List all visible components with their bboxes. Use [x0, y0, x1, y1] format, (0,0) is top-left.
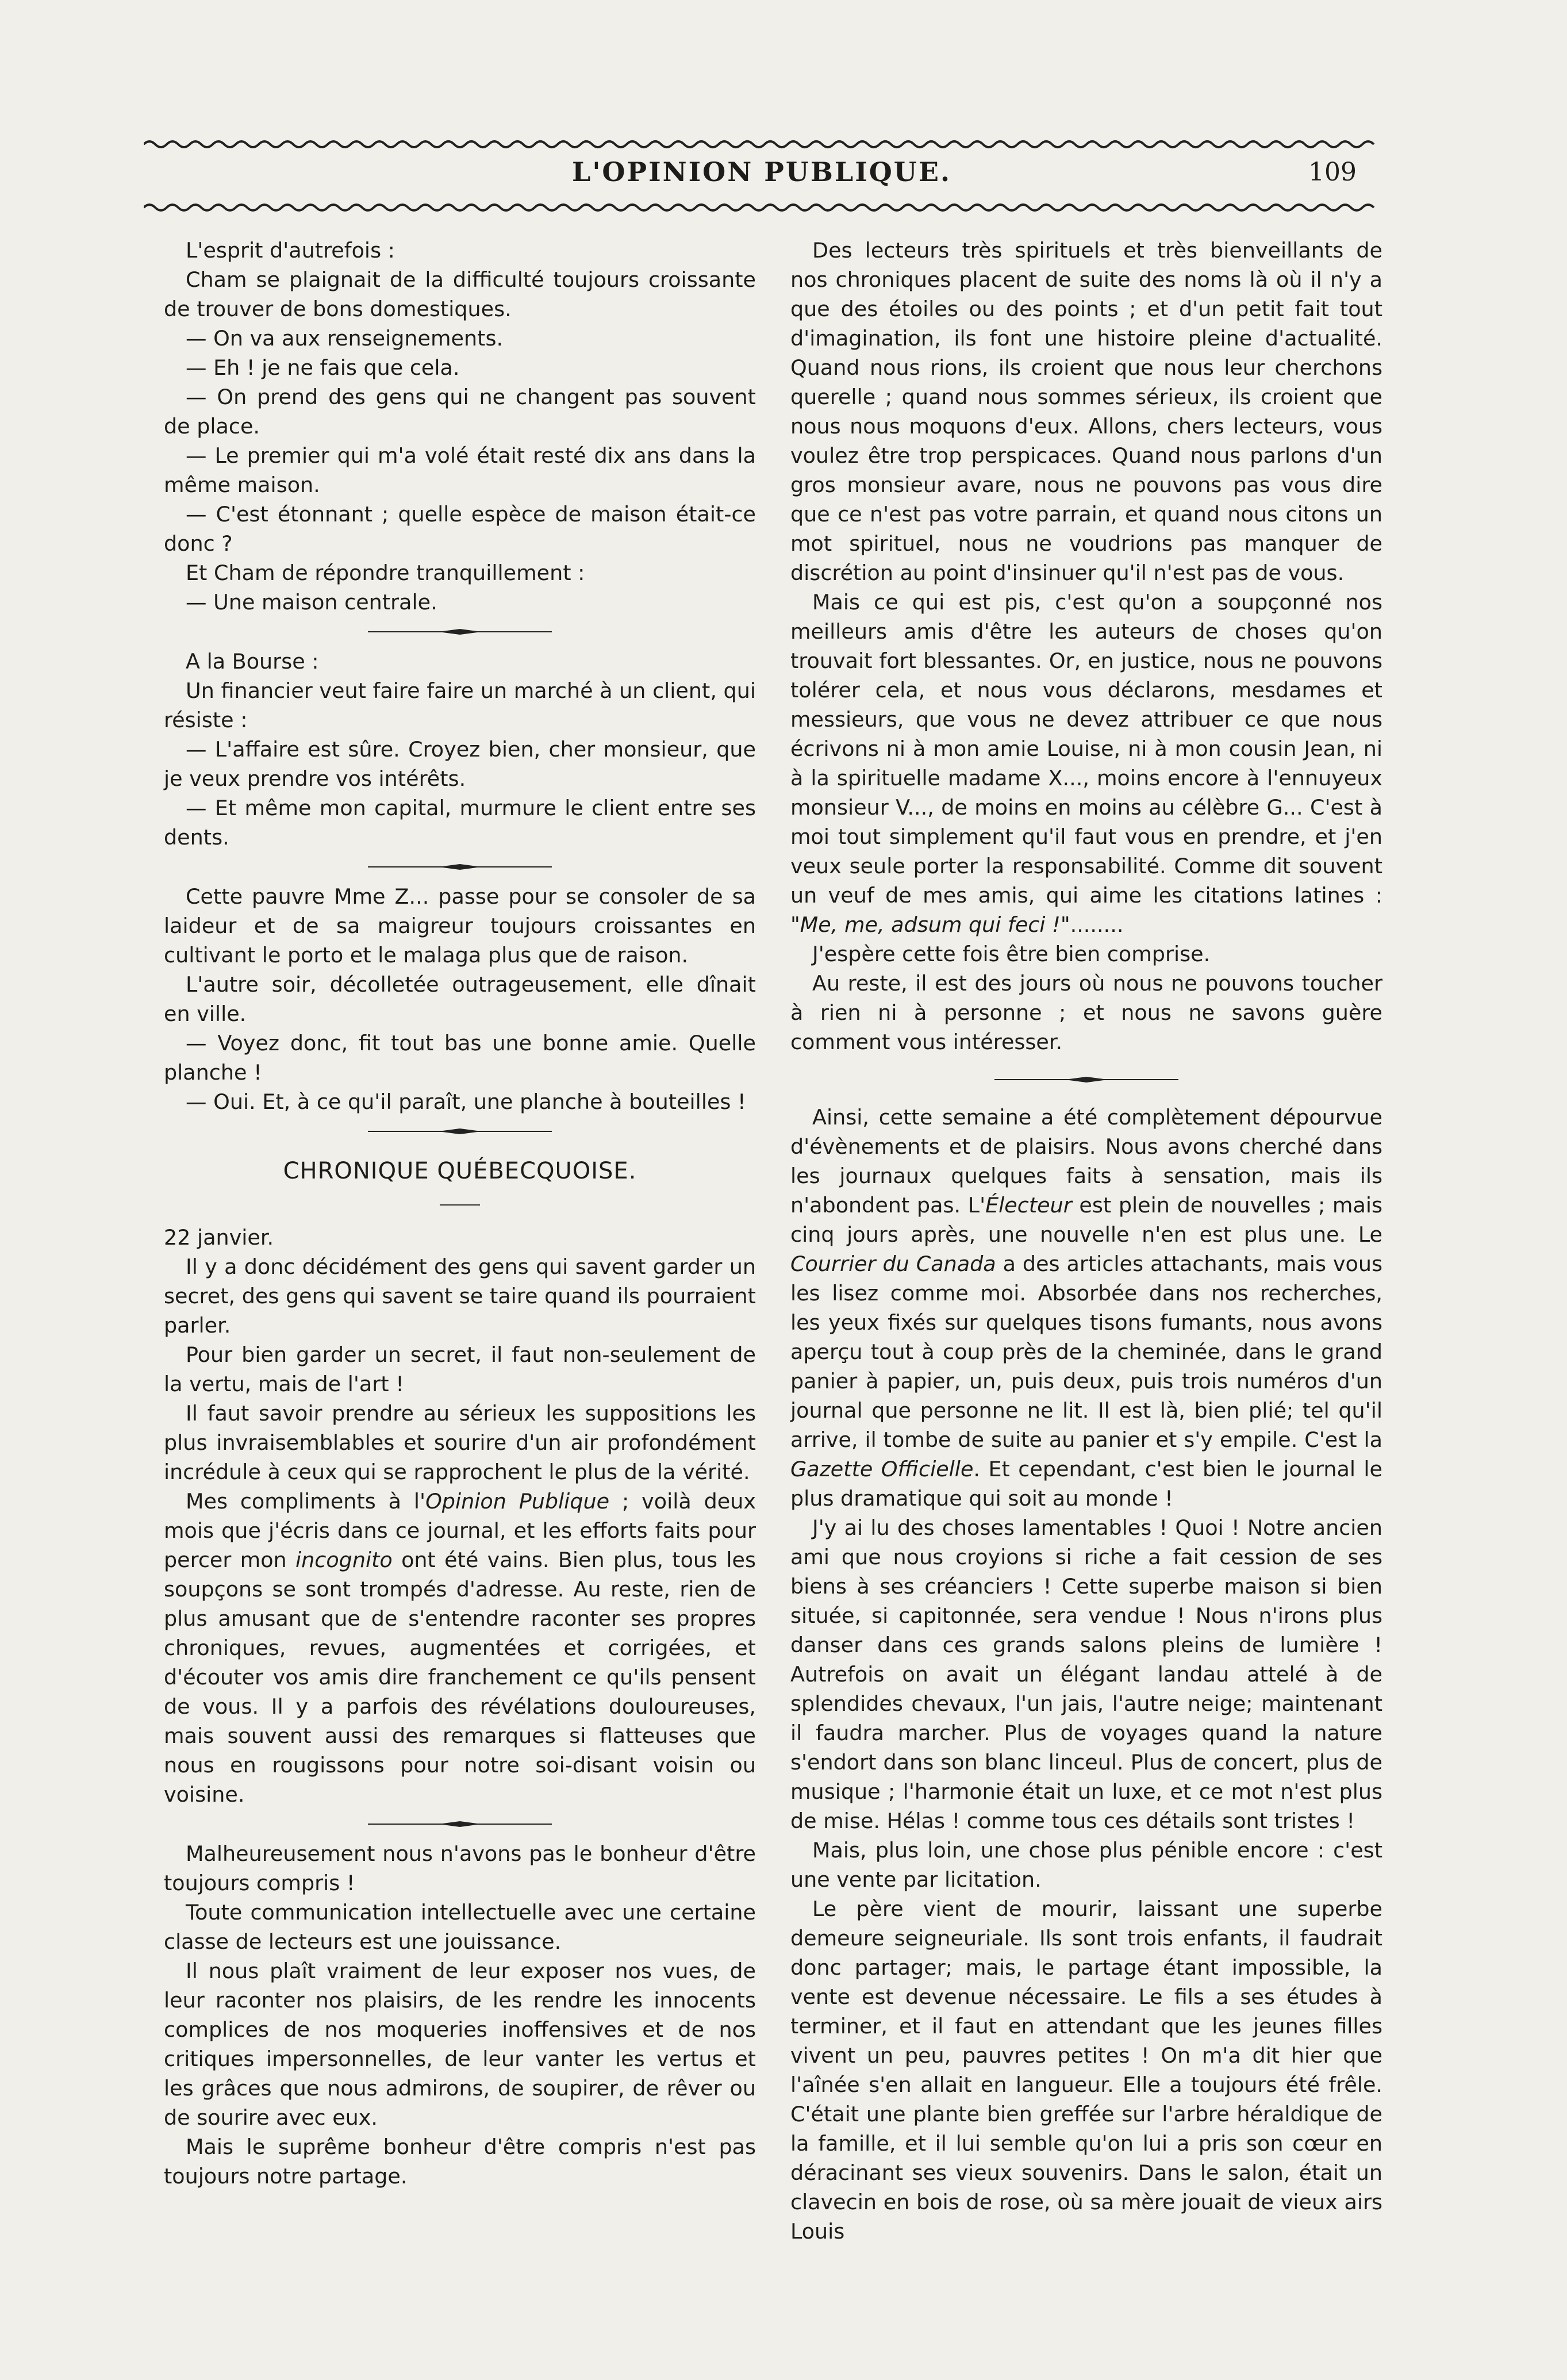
paragraph: Toute communication intellectuelle avec une certaine classe de lecteurs est une jouissance. [164, 1900, 756, 1954]
dialogue-line: — On va aux renseignements. [186, 326, 504, 351]
paragraph: Il y a donc décidément des gens qui savent garder un secret, des gens qui savent se taire quand ils pourraient parler. [164, 1254, 756, 1338]
text-run: est plein de nouvelles ; mais cinq jours après, une nouvelle n'en est plus une. Le [790, 1193, 1382, 1247]
section-divider [164, 1116, 756, 1146]
paragraph: Le père vient de mourir, laissant une superbe demeure seigneuriale. Ils sont trois enfants, il faudrait donc partager; mais, le partage étant impossible, la vente est devenue nécessaire. Le fils a ses études à terminer, et il faut en attendant que les jeunes filles vivent un peu, pauvres petites ! On m'a dit hier que l'aînée s'en allait en langueur. Elle a toujours été frêle. C'était une plante bien greffée sur l'arbre héraldique de la famille, et il lui semble qu'on lui a pris son cœur en déracinant ses vieux souvenirs. Dans le salon, était un clavecin en bois de rose, où sa mère jouait de vieux airs Louis [790, 1897, 1382, 2244]
paragraph [164, 1487, 756, 1809]
paragraph [790, 588, 1382, 939]
italic-title: Opinion Publique [425, 1489, 610, 1514]
dialogue-line: — Voyez donc, fit tout bas une bonne amie. Quelle planche ! [164, 1031, 756, 1085]
italic-word: incognito [295, 1548, 393, 1572]
paragraph: Et Cham de répondre tranquillement : [186, 561, 585, 585]
paragraph: Mais le suprême bonheur d'être compris n'est pas toujours notre partage. [164, 2135, 756, 2189]
bottom-wavy-border [144, 201, 1380, 214]
text-run: "........ [1060, 912, 1124, 937]
paragraph [790, 1103, 1382, 1513]
paragraph: Pour bien garder un secret, il faut non-seulement de la vertu, mais de l'art ! [164, 1342, 756, 1396]
text-run: . Et cependant, c'est bien le journal le plus dramatique qui soit au monde ! [790, 1457, 1383, 1511]
paragraph: Cham se plaignait de la difficulté toujours croissante de trouver de bons domestiques. [164, 267, 756, 321]
dialogue-line: — C'est étonnant ; quelle espèce de maison était-ce donc ? [164, 502, 756, 556]
section-divider [164, 1809, 756, 1839]
paragraph: Un financier veut faire faire un marché à un client, qui résiste : [164, 678, 756, 732]
text-run: Ainsi, cette semaine a été complètement dépourvue d'évènements et de plaisirs. Nous avons cherché dans les journaux quelques faits à sensation, mais ils n'abondent pas. L' [790, 1105, 1382, 1218]
paragraph: L'esprit d'autrefois : [186, 238, 395, 263]
text-run: Mais ce qui est pis, c'est qu'on a soupçonné nos meilleurs amis d'être les auteurs de choses qu'on trouvait fort blessantes. Or, en justice, nous ne pouvons tolérer cela, et nous vous déclarons, mesdames et messieurs, que vous ne devez attribuer ce que nous écrivons ni à mon amie Louise, ni à mon cousin Jean, ni à la spirituelle madame X..., moins encore à l'ennuyeux monsieur V..., de moins en moins au célèbre G... C'est à moi tout simplement qu'il faut vous en prendre, et j'en veux seule porter la responsabilité. Comme dit souvent un veuf de mes amis, qui aime les citations latines : " [790, 590, 1382, 937]
journal-title: L'OPINION PUBLIQUE. [571, 156, 951, 187]
text-run: ont été vains. Bien plus, tous les soupçons se sont trompés d'adresse. Au reste, rien de plus amusant que de s'entendre raconter ses propres chroniques, revues, augmentées et corrigées, et d'écouter vos amis dire franchement ce qu'ils pensent de vous. Il y a parfois des révélations douloureuses, mais souvent aussi des remarques si flatteuses que nous en rougissons pour notre soi-disant voisin ou voisine. [164, 1548, 756, 1807]
dialogue-line: — L'affaire est sûre. Croyez bien, cher monsieur, que je veux prendre vos intérêts. [164, 737, 756, 791]
italic-title: Courrier du Canada [790, 1252, 996, 1276]
paragraph: Malheureusement nous n'avons pas le bonheur d'être toujours compris ! [164, 1841, 756, 1895]
dialogue-line: — On prend des gens qui ne changent pas souvent de place. [164, 385, 756, 439]
latin-quote: Me, me, adsum qui feci ! [800, 912, 1061, 937]
top-wavy-border [144, 138, 1380, 151]
text-run: a des articles attachants, mais vous les lisez comme moi. Absorbée dans nos recherches, les yeux fixés sur quelques tisons fumants, nous avons aperçu tout à coup près de la cheminée, dans le grand panier à papier, un, puis deux, puis trois numéros d'un journal que personne ne lit. Il est là, bien plié; tel qu'il arrive, il tombe de suite au panier et s'y empile. C'est la [790, 1252, 1382, 1452]
heading-underline [164, 1188, 756, 1223]
paragraph: Mais, plus loin, une chose plus pénible encore : c'est une vente par licitation. [790, 1838, 1382, 1892]
italic-title: Gazette Officielle [790, 1457, 974, 1481]
paragraph: Des lecteurs très spirituels et très bienveillants de nos chroniques placent de suite des noms là où il n'y a que des étoiles ou des points ; et d'un petit fait tout d'imagination, ils font une histoire pleine d'actualité. Quand nous rions, ils croient que nous leur cherchons querelle ; quand nous sommes sérieux, ils croient que nous nous moquons d'eux. Allons, chers lecteurs, vous voulez être trop perspicaces. Quand nous parlons d'un gros monsieur avare, nous ne pouvons pas vous dire que ce n'est pas votre parrain, et quand nous citons un mot spirituel, nous ne voudrions pas manquer de discrétion au point d'insinuer qu'il n'est pas de vous. [790, 238, 1382, 585]
section-heading: CHRONIQUE QUÉBECQUOISE. [283, 1158, 637, 1184]
dialogue-line: — Et même mon capital, murmure le client entre ses dents. [164, 796, 756, 850]
dialogue-line: — Eh ! je ne fais que cela. [186, 355, 460, 380]
paragraph: Au reste, il est des jours où nous ne pouvons toucher à rien ni à personne ; et nous ne savons guère comment vous intéresser. [790, 971, 1382, 1054]
section-divider [164, 617, 756, 647]
text-run: ; voilà deux mois que j'écris dans ce journal, et les efforts faits pour percer mon [164, 1489, 756, 1572]
text-run: Mes compliments à l' [186, 1489, 426, 1514]
paragraph: J'y ai lu des choses lamentables ! Quoi ! Notre ancien ami que nous croyions si riche a fait cession de ses biens à ses créanciers ! Cette superbe maison si bien située, si capitonnée, sera vendue ! Nous n'irons plus danser dans ces grands salons pleins de lumière ! Autrefois on avait un élégant landau attelé à de splendides chevaux, l'un jais, l'autre neige; maintenant il faudra marcher. Plus de voyages quand la nature s'endort dans son blanc linceul. Plus de concert, plus de musique ; l'harmonie était un luxe, et ce mot n'est plus de mise. Hélas ! comme tous ces détails sont tristes ! [790, 1515, 1382, 1833]
section-divider [164, 852, 756, 882]
paragraph: Il nous plaît vraiment de leur exposer nos vues, de leur raconter nos plaisirs, de les rendre les innocents complices de nos moqueries inoffensives et de nos critiques impersonnelles, de leur vanter les vertus et les grâces que nous admirons, de soupirer, de rêver ou de sourire avec eux. [164, 1959, 756, 2130]
dialogue-line: — Une maison centrale. [186, 590, 437, 615]
section-divider [790, 1057, 1382, 1103]
paragraph: A la Bourse : [186, 649, 319, 674]
left-column [164, 236, 756, 2191]
page-header [144, 154, 1380, 194]
paragraph: Cette pauvre Mme Z... passe pour se consoler de sa laideur et de sa maigreur toujours croissantes en cultivant le porto et le malaga plus que de raison. [164, 884, 756, 968]
paragraph: L'autre soir, décolletée outrageusement, elle dînait en ville. [164, 972, 756, 1026]
italic-title: Électeur [985, 1193, 1072, 1218]
dialogue-line: — Le premier qui m'a volé était resté dix ans dans la même maison. [164, 443, 756, 497]
right-column [790, 236, 1382, 2246]
dialogue-line: — Oui. Et, à ce qu'il paraît, une planche à bouteilles ! [186, 1089, 746, 1114]
page-number: 109 [1308, 158, 1357, 187]
paragraph: Il faut savoir prendre au sérieux les suppositions les plus invraisemblables et sourire d'un air profondément incrédule à ceux qui se rapprochent le plus de la vérité. [164, 1401, 756, 1484]
dateline: 22 janvier. [164, 1225, 274, 1250]
paragraph: J'espère cette fois être bien comprise. [812, 942, 1211, 966]
